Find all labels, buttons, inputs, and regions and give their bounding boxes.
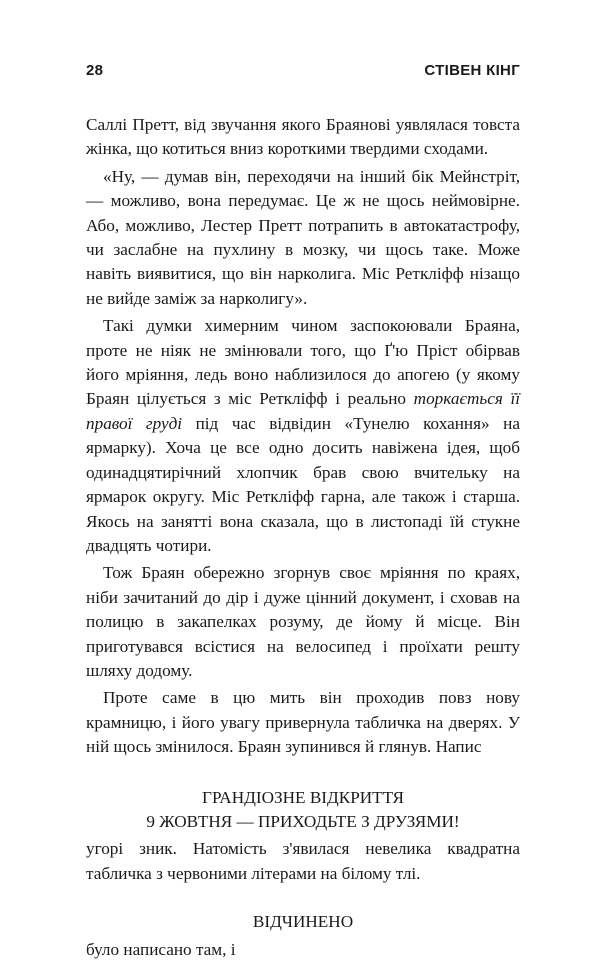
page-header bbox=[86, 62, 520, 84]
paragraph-3-part-a: Такі думки химерним чином заспокоювали Браяна, проте не ніяк не змінювали того, що Ґ'ю Пріст обірвав його мріяння, ледь воно наблизилося до апогею (у якому Браян цілується з міс Ретклiфф і реально bbox=[86, 316, 520, 409]
paragraph-4: Тож Браян обережно згорнув своє мріяння по краях, ніби зачитаний до дір і дуже цінний документ, і сховав на полицю в закапелках розуму, де йому й місце. Він приготувався всістися на велосипед і проїхати решту шляху додому. bbox=[86, 563, 520, 680]
paragraph-7: було написано там, і bbox=[86, 939, 236, 959]
paragraph-3-emphasis: торкається її правої груді bbox=[86, 389, 520, 433]
paragraph-3 bbox=[86, 314, 520, 558]
body-text bbox=[86, 113, 520, 962]
page-number: 28 bbox=[86, 62, 104, 79]
paragraph-2: «Ну, — думав він, переходячи на інший бік Мейнстріт, — можливо, вона передумає. Це ж не щось неймовірне. Або, можливо, Лестер Претт потрапить в автокатастрофу, чи заслабне на пухлину в мозку, чи щось таке. Може навіть виявитися, що він нарколига. Міс Ретклiфф нізащо не вийде заміж за нарколигу». bbox=[86, 166, 520, 308]
paragraph-5: Проте саме в цю мить він проходив повз нову крамницю, і його увагу привернула табличка на дверях. У ній щось змінилося. Браян зупинився й глянув. Напис bbox=[86, 688, 520, 757]
paragraph-1: Саллі Претт, від звучання якого Браянові уявлялася товста жінка, що котиться вниз короткими твердими сходами. bbox=[86, 115, 520, 159]
sign-text-block bbox=[86, 786, 520, 835]
open-sign-text: ВІДЧИНЕНО bbox=[252, 912, 354, 932]
paragraph-6: угорі зник. Натомість з'явилася невелика квадратна табличка з червоними літерами на білому тлі. bbox=[86, 839, 520, 883]
running-title: СТІВЕН КІНГ bbox=[424, 62, 520, 79]
sign-line-1: ГРАНДІОЗНЕ ВІДКРИТТЯ bbox=[202, 787, 404, 807]
sign-line-2: 9 ЖОВТНЯ — ПРИХОДЬТЕ З ДРУЗЯМИ! bbox=[146, 811, 460, 831]
paragraph-3-part-b: під час відвідин «Тунелю кохання» на ярмарку). Хоча це все одно досить навіжена ідея, щоб одинадцятирічний хлопчик брав свою вчительку на ярмарок округу. Міс Ретклiфф гарна, але також і старша. Якось на занятті вона сказала, що в листопаді їй стукне двадцять чотири. bbox=[86, 413, 520, 555]
